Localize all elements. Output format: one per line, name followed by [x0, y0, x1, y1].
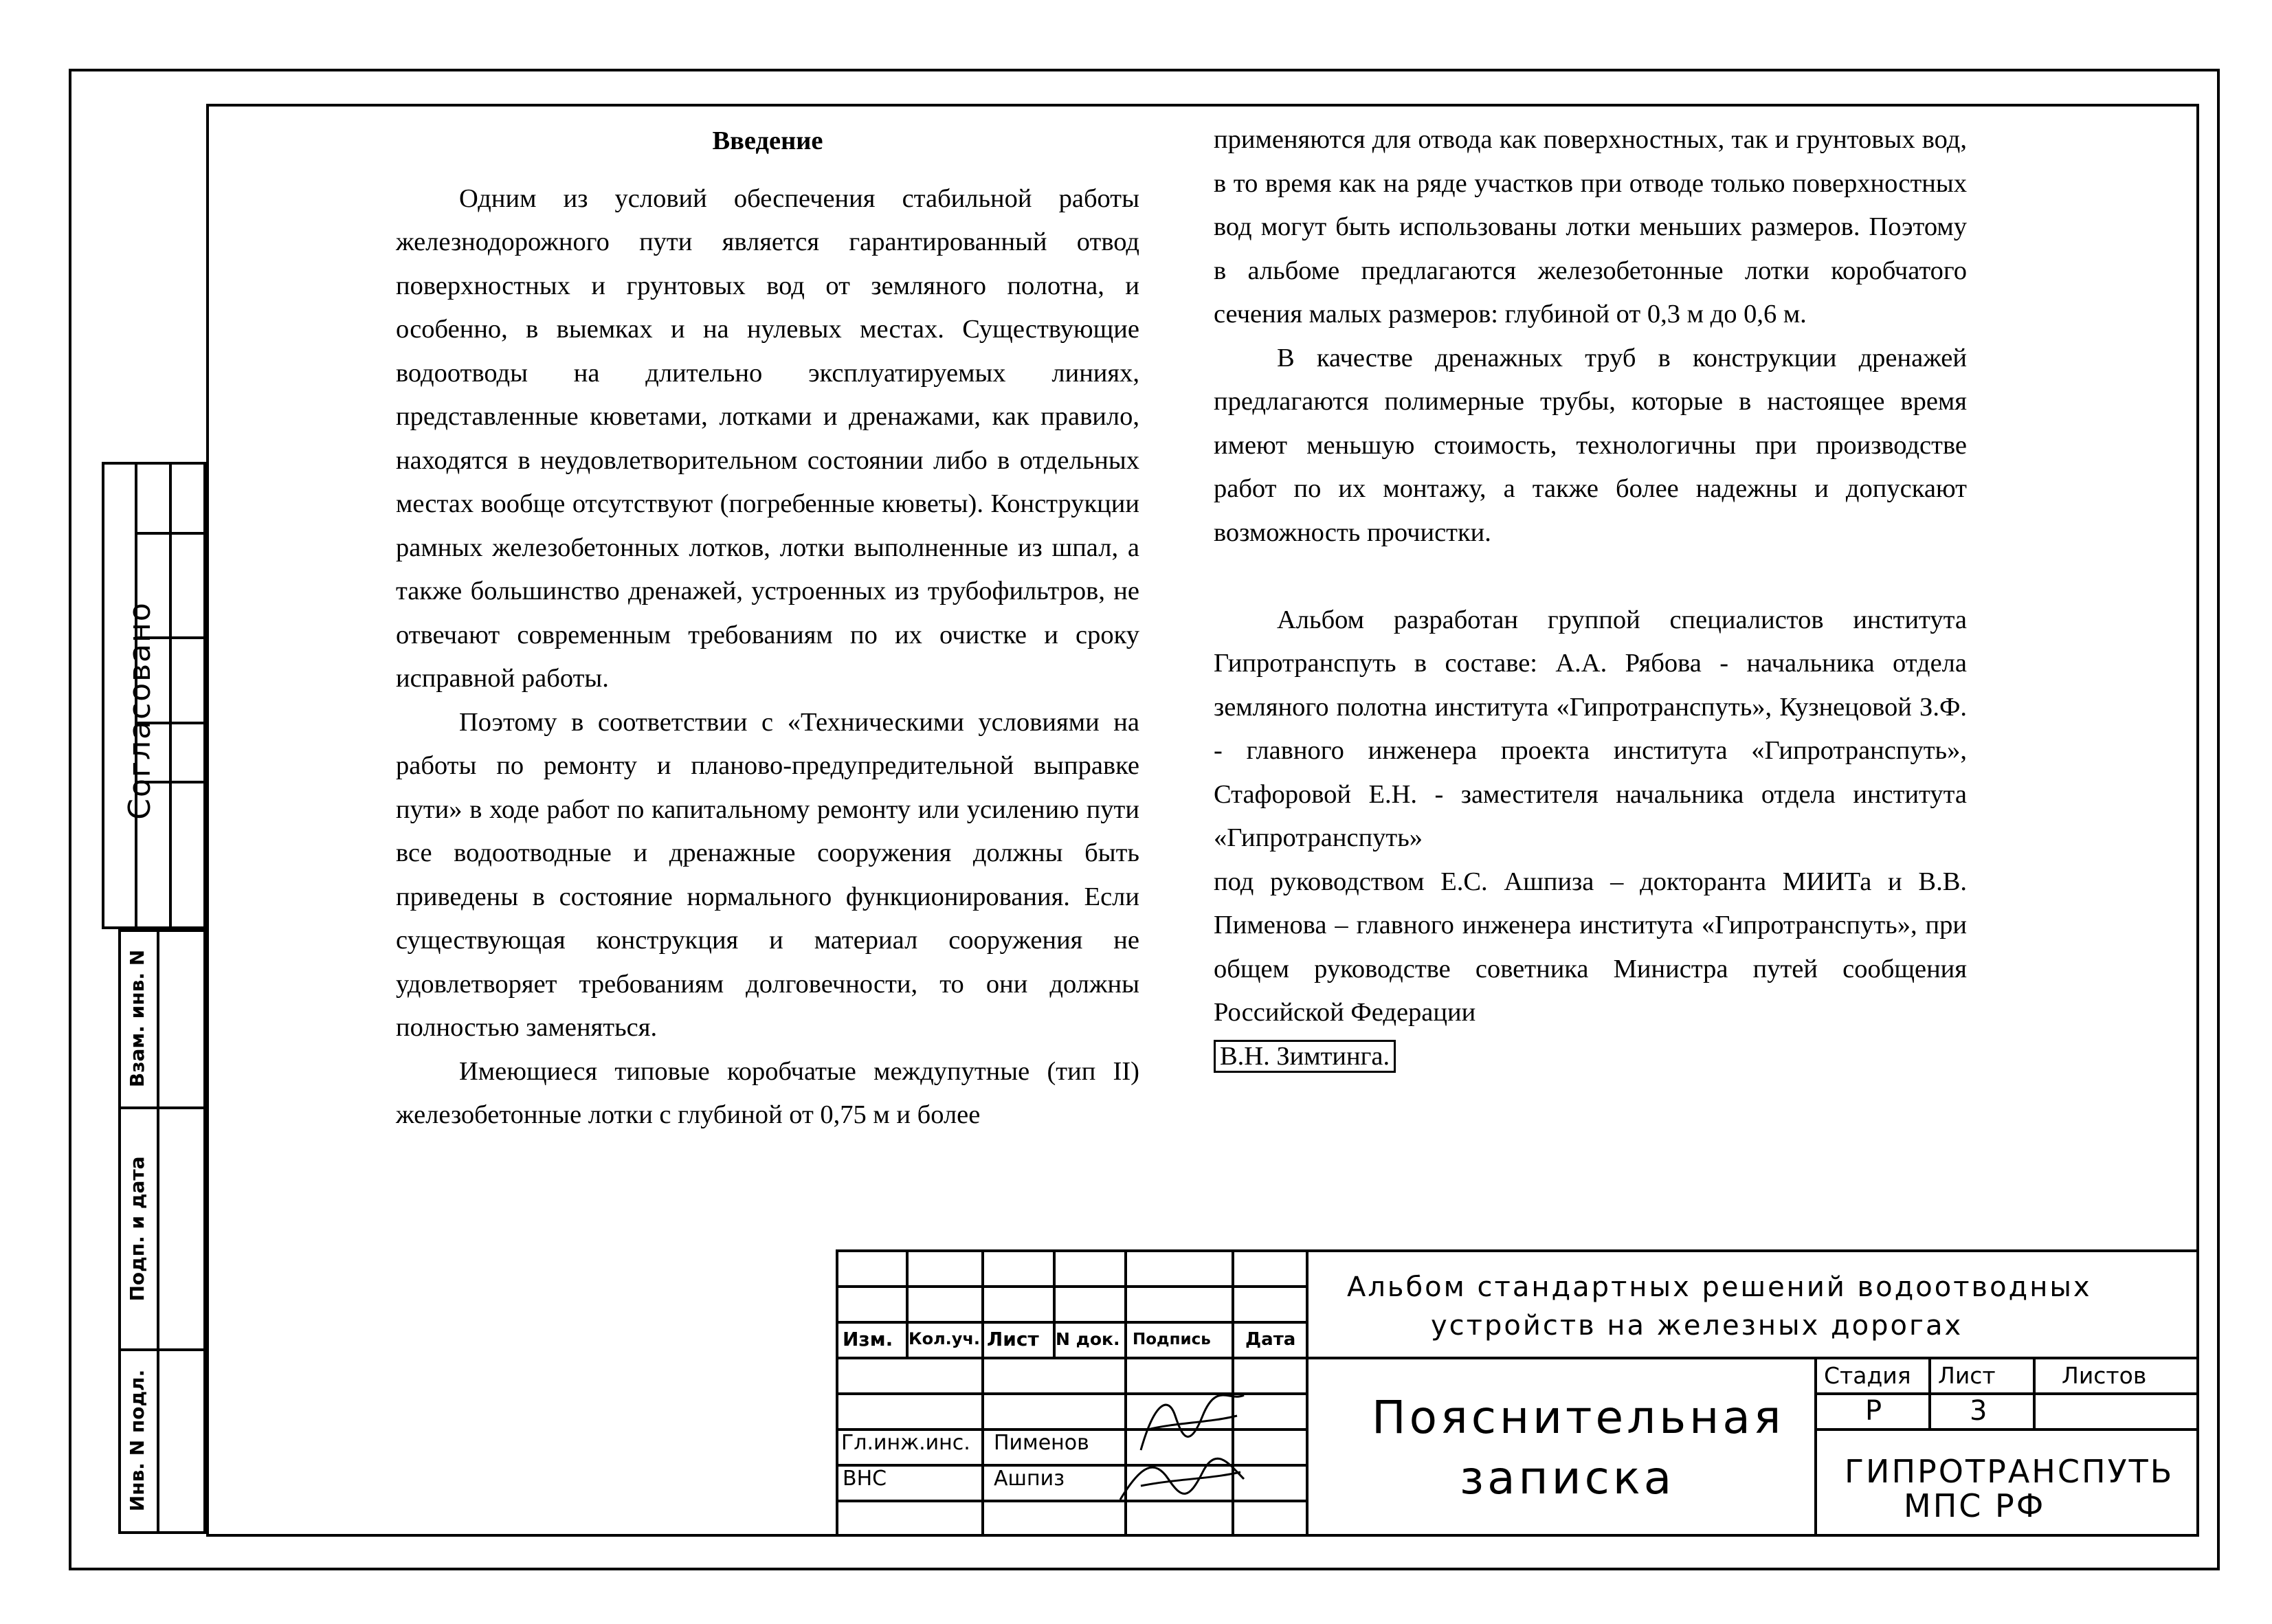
stage-value: Р: [1865, 1395, 1882, 1427]
role-1-name: Пименов: [994, 1431, 1089, 1455]
right-paragraph-4-text: под руководством Е.С. Ашпиза – докторанта МИИТа и В.В. Пименова – главного инженера института «Гипротранспуть», при общем руководстве советника Министра путей сообщения Российской Федерации: [1214, 867, 1967, 1027]
signature-1: [1127, 1388, 1251, 1457]
sheet-value: 3: [1970, 1395, 1987, 1427]
replaced-inv-label: Взам. инв. N: [126, 949, 148, 1088]
col-sheet-label: Лист: [987, 1328, 1039, 1350]
role-2-label: ВНС: [843, 1467, 887, 1491]
role-1-label: Гл.инж.инс.: [841, 1431, 970, 1455]
col-signature-label: Подпись: [1133, 1331, 1211, 1348]
right-paragraph-2: В качестве дренажных труб в конструкции дренажей предлагаются полимерные трубы, которые в настоящее время имеют меньшую стоимость, технологичны при производстве работ по их монтажу, а также более надежны и допускают возможность прочистки.: [1214, 343, 1967, 547]
role-2-name: Ашпиз: [994, 1467, 1065, 1491]
album-title-line-1: Альбом стандартных решений водоотводных: [1347, 1271, 2092, 1303]
stage-label: Стадия: [1824, 1362, 1911, 1389]
col-date-label: Дата: [1245, 1329, 1296, 1350]
boxed-name: В.Н. Зимтинга.: [1214, 1040, 1396, 1073]
col-count-label: Кол.уч.: [909, 1329, 981, 1348]
col-docno-label: N док.: [1056, 1329, 1120, 1349]
orig-inv-label: Инв. N подл.: [126, 1369, 148, 1512]
album-title-line-2: устройств на железных дорогах: [1431, 1310, 1963, 1342]
right-text-column: [1214, 118, 1967, 1078]
organization-line-1: ГИПРОТРАНСПУТЬ: [1845, 1453, 2174, 1490]
signature-2: [1113, 1451, 1251, 1506]
left-text-column: [396, 120, 1139, 1137]
agreed-label: Согласовано: [122, 601, 157, 820]
doc-title-line-2: записка: [1460, 1451, 1675, 1504]
right-paragraph-3: Альбом разработан группой специалистов института Гипротранспуть в составе: А.А. Рябова - начальника отдела земляного полотна института «Гипротранспуть», Кузнецовой З.Ф. - главного инженера проекта института «Гипротранспуть», Стафоровой Е.Н. - заместителя начальника отдела института «Гипротранспуть»: [1214, 605, 1967, 852]
sheets-label: Листов: [2062, 1362, 2147, 1389]
left-paragraph-2: Поэтому в соответствии с «Техническими условиями на работы по ремонту и планово-предупредительной выправке пути» в ходе работ по капитальному ремонту или усилению пути все водоотводные и дренажные сооружения должны быть приведены в состояние нормального функционирования. Если существующая конструкция и материал сооружения не удовлетворяет требованиям долговечности, то они должны полностью заменяться.: [396, 707, 1139, 1042]
left-paragraph-3: Имеющиеся типовые коробчатые междупутные (тип II) железобетонные лотки с глубиной от 0,75 м и более: [396, 1056, 1139, 1129]
doc-title-line-1: Пояснительная: [1372, 1391, 1785, 1444]
sheet-label: Лист: [1938, 1362, 1996, 1389]
right-paragraph-1: применяются для отвода как поверхностных, так и грунтовых вод, в то время как на ряде участков при отводе только поверхностных вод могут быть использованы лотки меньших размеров. Поэтому в альбоме предлагаются железобетонные лотки коробчатого сечения малых размеров: глубиной от 0,3 м до 0,6 м.: [1214, 125, 1967, 329]
left-paragraph-1: Одним из условий обеспечения стабильной работы железнодорожного пути является гарантированный отвод поверхностных и грунтовых вод от земляного полотна, и особенно, в выемках и на нулевых местах. Существующие водоотводы на длительно эксплуатируемых линиях, представленные кюветами, лотками и дренажами, как правило, находятся в неудовлетворительном состоянии либо в отдельных местах вообще отсутствуют (погребенные кюветы). Конструкции рамных железобетонных лотков, лотки выполненные из шпал, а также большинство дренажей, устроенных из трубофильтров, не отвечают современным требованиям по их очистке и сроку исправной работы.: [396, 183, 1139, 693]
sign-date-label: Подп. и дата: [126, 1156, 148, 1302]
organization-line-2: МПС РФ: [1904, 1487, 2046, 1524]
right-paragraph-4: [1214, 860, 1967, 1079]
page-heading: Введение: [712, 126, 823, 155]
col-change-label: Изм.: [843, 1328, 893, 1350]
